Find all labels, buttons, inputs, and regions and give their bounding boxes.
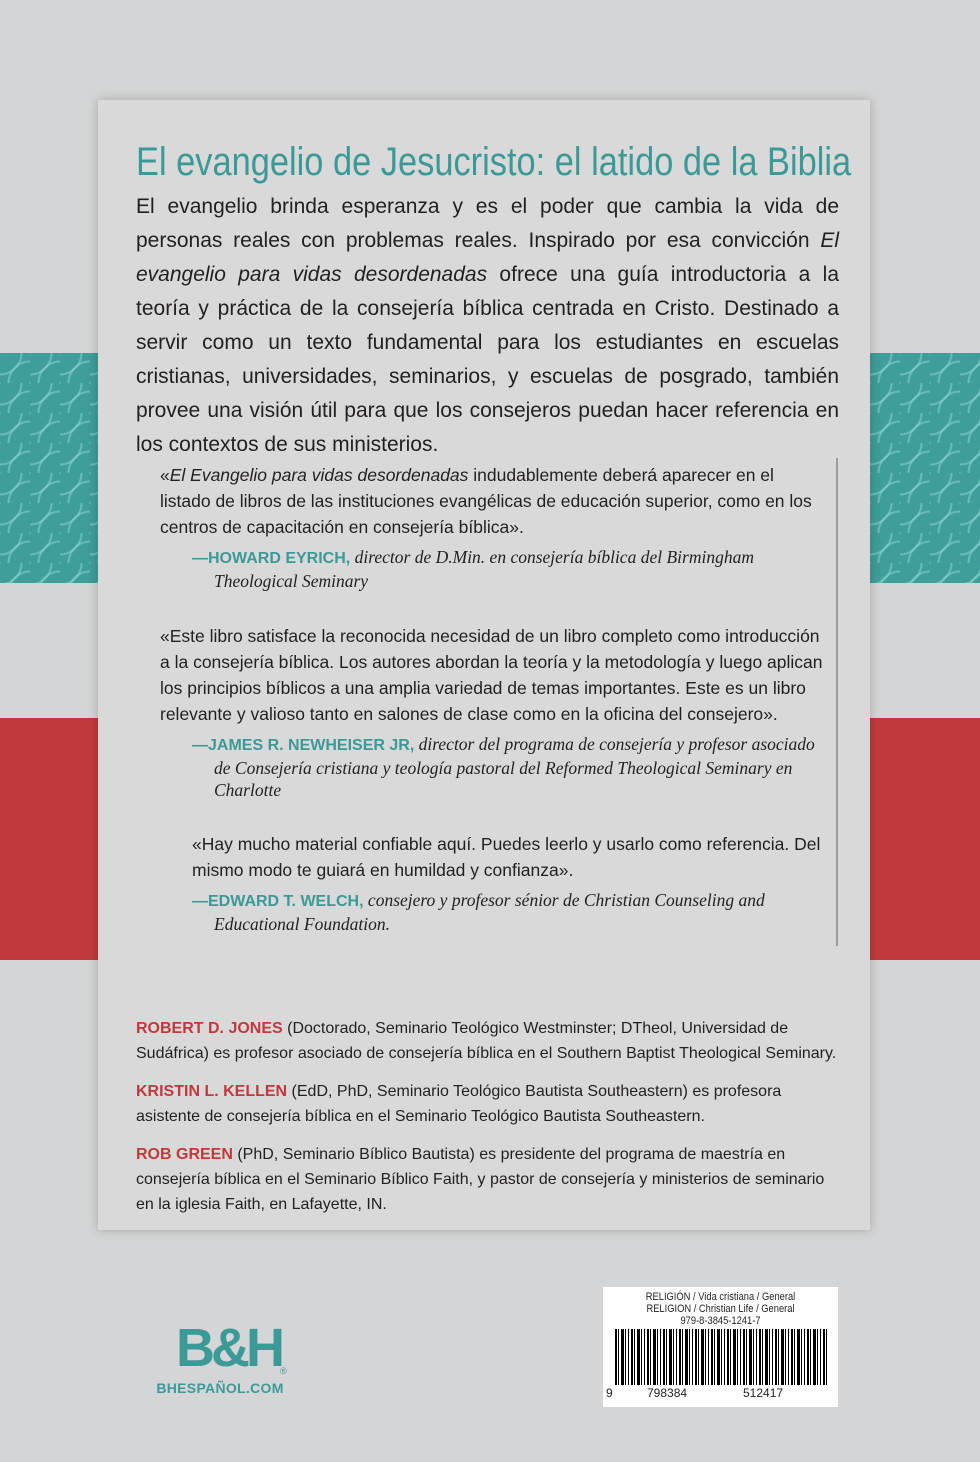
endorsement-body: «Este libro satisface la reconocida necesidad de un libro completo como introducción a la consejería bíblica. Los autores abordan la teoría y la metodología y luego aplican los principios bíblicos a una amplia variedad de temas importantes. Este es un libro relevante y valioso tanto en salones de clase como en la oficina del consejero». [160,626,823,724]
intro-text-2: ofrece una guía introductoria a la teoría y práctica de la consejería bíblica centrada en Cristo. Destinado a servir como un texto fundamental para los estudiantes en escuelas cristianas, universidades, seminarios, y escuelas de posgrado, también provee una visión útil para que los consejeros puedan hacer referencia en los contextos de sus ministerios. [136,263,839,456]
author-description: (EdD, PhD, Seminario Teológico Bautista Southeastern) es profesora asistente de consejería bíblica en el Seminario Teológico Bautista Southeastern. [136,1083,782,1125]
author-name: ROBERT D. JONES [136,1020,283,1037]
headline: El evangelio de Jesucristo: el latido de la Biblia [136,140,852,184]
author-bio-kellen [136,1079,841,1129]
endorser-name: —HOWARD EYRICH, [192,550,351,567]
endorser-name: —EDWARD T. WELCH, [192,893,364,910]
publisher-url: BHESPAÑOL.COM [156,1380,284,1396]
bh-logo-mark: B&H [176,1318,281,1378]
endorsement-eyrich [160,462,825,592]
endorser-role: director del programa de consejería y profesor asociado de Consejería cristiana y teología pastoral del Reformed Theological Seminary en Charlotte [214,734,815,800]
endorser-role: consejero y profesor sénior de Christian Counseling and Educational Foundation. [214,890,765,934]
category-spanish: RELIGIÓN / Vida cristiana / General [645,1291,796,1303]
author-name: KRISTIN L. KELLEN [136,1083,288,1100]
author-bio-green [136,1142,841,1217]
endorsement-attribution [192,546,825,592]
intro-paragraph [136,190,839,462]
endorsement-welch [192,831,825,935]
intro-text-1: El evangelio brinda esperanza y es el poder que cambia la vida de personas reales con problemas reales. Inspirado por esa convicción [136,195,839,252]
endorser-name: —JAMES R. NEWHEISER JR, [192,737,415,754]
barcode-digits-right: 512417 [743,1386,784,1400]
endorsement-newheiser [160,623,825,801]
endorsement-book-title: El Evangelio para vidas desordenadas [169,465,469,485]
author-description: (PhD, Seminario Bíblico Bautista) es presidente del programa de maestría en consejería bíblica en el Seminario Bíblico Faith, y pastor de consejería y ministerios de seminario en la iglesia Faith, en Lafayette, IN. [136,1146,825,1213]
author-bios [136,1016,841,1230]
author-description: (Doctorado, Seminario Teológico Westminster; DTheol, Universidad de Sudáfrica) es profesor asociado de consejería bíblica en el Southern Baptist Theological Seminary. [136,1020,837,1062]
endorsement-text [192,831,825,883]
endorsement-body: indudablemente deberá aparecer en el listado de libros de las instituciones evangélicas de educación superior, como en los centros de capacitación en consejería bíblica». [160,465,812,537]
barcode-digits [603,1386,838,1404]
isbn-barcode-box [603,1287,838,1407]
barcode-digits-left: 798384 [647,1386,688,1400]
endorsement-body: «Hay mucho material confiable aquí. Puedes leerlo y usarlo como referencia. Del mismo modo te guiará en humildad y confianza». [192,834,821,880]
category-english: RELIGION / Christian Life / General [646,1303,795,1315]
author-bio-jones [136,1016,841,1066]
author-name: ROB GREEN [136,1146,233,1163]
barcode-digit-lead: 9 [606,1386,613,1400]
quote-open-mark: « [160,465,170,485]
isbn-number: 979-8-3845-1241-7 [680,1315,761,1327]
endorsement-text [160,623,825,727]
endorsement-text [160,462,825,540]
endorsement-attribution [192,889,825,935]
endorsement-attribution [192,733,825,801]
barcode-bars [615,1329,827,1385]
endorsements [160,458,838,946]
registered-mark: ® [280,1366,287,1376]
endorser-role: director de D.Min. en consejería bíblica del Birmingham Theological Seminary [214,547,754,591]
intro-book-title: El evangelio para vidas desordenadas [136,229,839,286]
publisher-logo [130,1318,310,1398]
